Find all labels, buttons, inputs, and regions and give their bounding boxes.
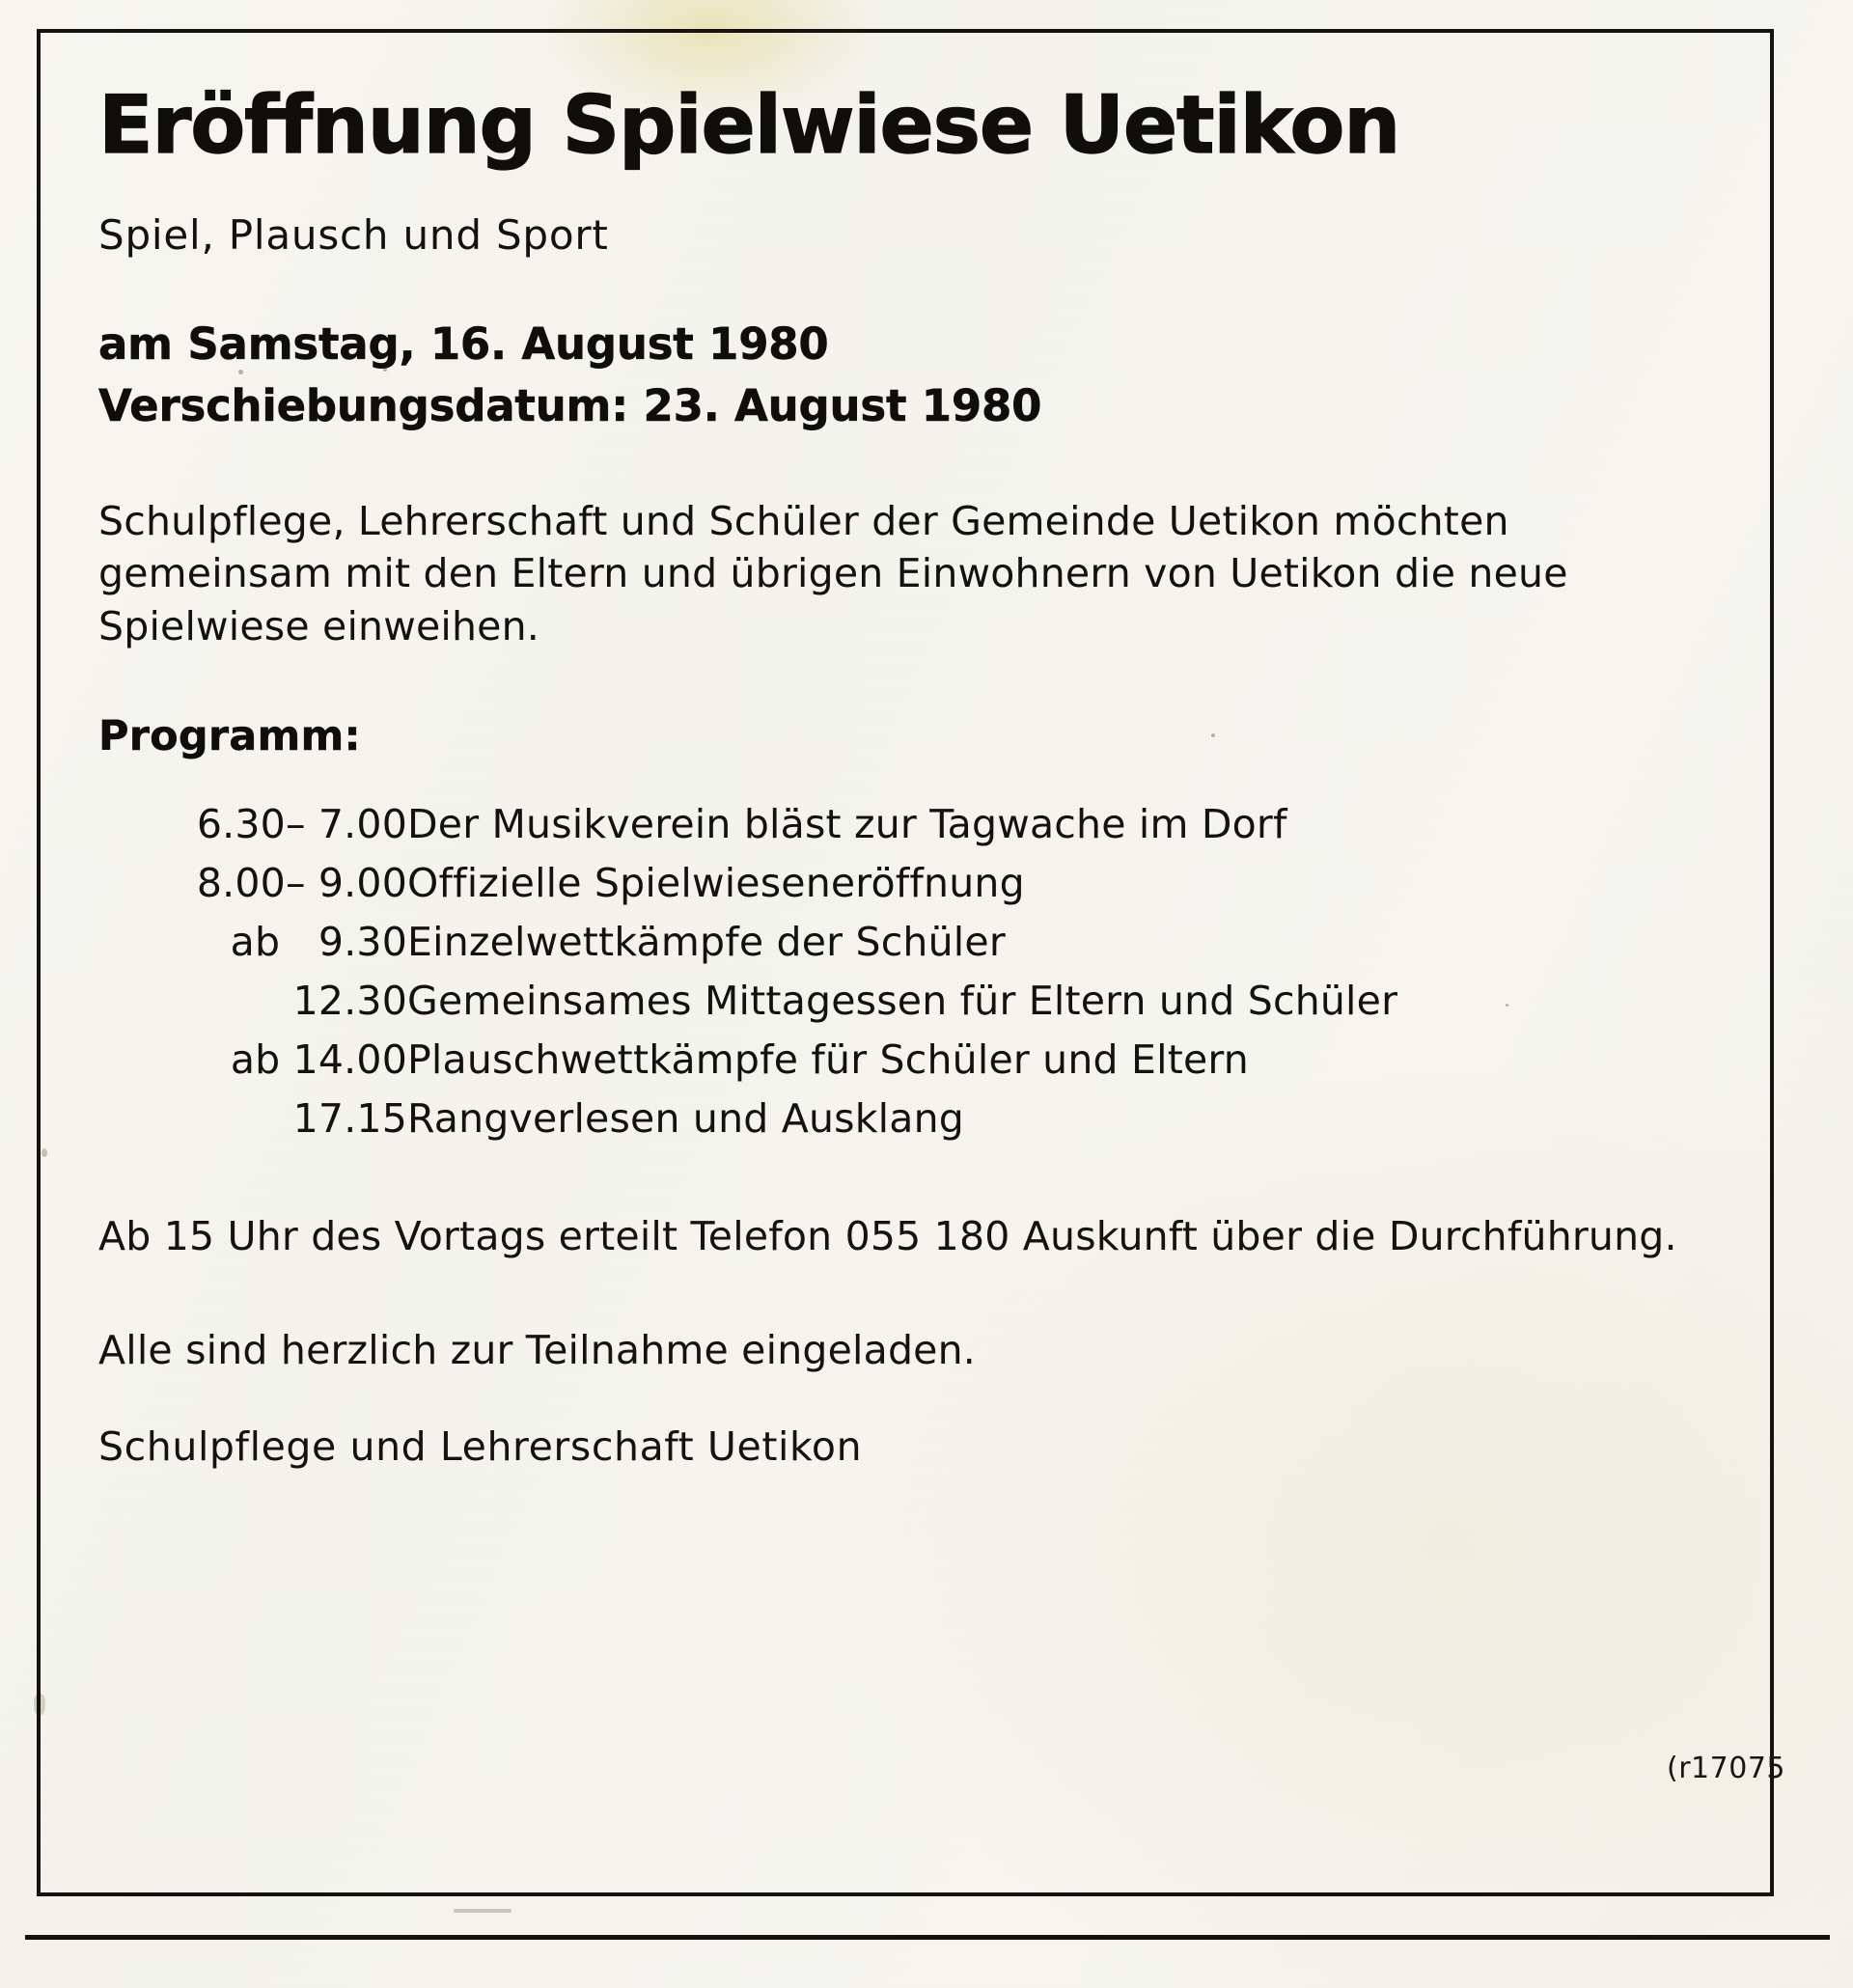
program-description: Der Musikverein bläst zur Tagwache im Dorf: [407, 801, 1287, 848]
info-note: Ab 15 Uhr des Vortags erteilt Telefon 055 180 Auskunft über die Durchführung.: [98, 1213, 1677, 1260]
program-time: 17.15: [292, 1095, 407, 1143]
program-time: 6.30– 7.00: [196, 801, 407, 848]
program-table: [98, 801, 1397, 1154]
program-description: Einzelwettkämpfe der Schüler: [407, 919, 1006, 966]
advertisement-content: [98, 78, 1681, 1470]
program-heading: Programm:: [98, 712, 361, 761]
program-description: Offizielle Spielwieseneröffnung: [407, 860, 1025, 907]
table-row: [98, 801, 1397, 860]
date-block: [98, 314, 1681, 437]
alternate-date: Verschiebungsdatum: 23. August 1980: [98, 379, 1042, 431]
table-row: [98, 978, 1397, 1036]
program-time: 12.30: [292, 978, 407, 1025]
program-time: ab 14.00: [230, 1036, 407, 1084]
reference-code: (r17075: [1667, 1752, 1785, 1785]
table-row: [98, 1036, 1397, 1095]
program-description: Rangverlesen und Ausklang: [407, 1095, 964, 1143]
program-table-body: [98, 801, 1397, 1154]
page-title: Eröffnung Spielwiese Uetikon: [98, 78, 1400, 172]
paper-smudge: [454, 1909, 512, 1913]
signature-text: Schulpflege und Lehrerschaft Uetikon: [98, 1422, 863, 1470]
primary-date: am Samstag, 16. August 1980: [98, 318, 829, 371]
subtitle: Spiel, Plausch und Sport: [98, 210, 609, 259]
invitation-text: Alle sind herzlich zur Teilnahme eingeladen.: [98, 1326, 977, 1373]
table-row: [98, 919, 1397, 978]
program-description: Plauschwettkämpfe für Schüler und Eltern: [407, 1036, 1249, 1084]
table-row: [98, 860, 1397, 919]
program-description: Gemeinsames Mittagessen für Eltern und Schüler: [407, 978, 1398, 1025]
program-time: 8.00– 9.00: [196, 860, 407, 907]
intro-paragraph: Schulpflege, Lehrerschaft und Schüler der Gemeinde Uetikon möchten gemeinsam mit den Eltern und übrigen Einwohnern von Uetikon die neue Spielwiese einweihen.: [98, 497, 1568, 649]
program-time: ab 9.30: [230, 919, 407, 966]
table-row: [98, 1095, 1397, 1154]
page-bottom-rule: [25, 1935, 1830, 1940]
